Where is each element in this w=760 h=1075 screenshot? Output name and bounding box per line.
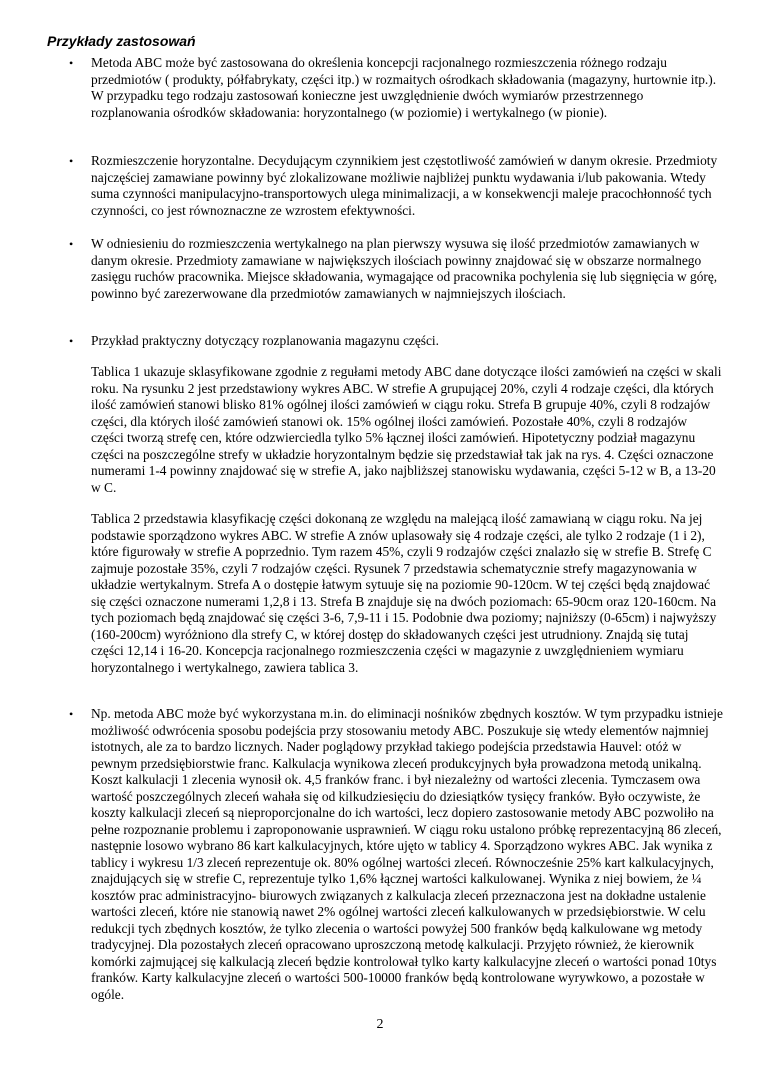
paragraph-vertical-layout: W odniesieniu do rozmieszczenia wertykalnego na plan pierwszy wysuwa się ilość przedmiotów zamawianych w danym okresie. Przedmioty zamawiane w największych ilościach powinny znajdować się w obszarze normalnego zasięgu ruchów pracownika. Miejsce składowania, wymagające od pracownika pochylenia się lub sięgnięcia w górę, powinno być zarezerwowane dla przedmiotów zamawianych w najmniejszych ilościach.: [91, 236, 718, 301]
paragraph-cost-elimination: Np. metoda ABC może być wykorzystana m.in. do eliminacji nośników zbędnych kosztów. W tym przypadku istnieje możliwość odwrócenia sposobu podejścia przy stosowaniu metody ABC. Poszukuje się wtedy elementów najmniej istotnych, ale za to bardzo licznych. Nader poglądowy przykład takiego podejścia przedstawia Hauvel: otóż w pewnym przedsiębiorstwie franc. Kalkulacja wynikowa zleceń produkcyjnych była prowadzona metodą unikalną. Koszt kalkulacji 1 zlecenia wynosił ok. 4,5 franków franc. i był niezależny od wartości zlecenia. Tymczasem owa wartość poszczególnych zleceń wahała się od kilkudziesięciu do dziesiątków tysięcy franków. Było oczywiste, że koszty kalkulacji zleceń są nieproporcjonalne do ich wartości, lecz dopiero zastosowanie metody ABC pozwoliło na pełne rozpoznanie problemu i zaproponowanie usprawnień. W ciągu roku ustalono próbkę reprezentacyjną 86 zleceń, następnie losowo wybrano 86 kart kalkulacyjnych, które ujęto w tablicy 4. Sporządzono wykres ABC. Jak wynika z tablicy i wykresu 1/3 zleceń reprezentuje ok. 80% ogólnej wartości zleceń. Równocześnie 25% kart kalkulacyjnych, znajdujących się w strefie C, reprezentuje tylko 1,6% łącznej wartości kalkulowanej. Wynika z niej bowiem, że ¼ kosztów prac administracyjno- biurowych związanych z kalkulacja zleceń przeznaczona jest na dokładne ustalenie wartości zleceń, które nie stanowią nawet 2% ogólnej wartości zleceń kalkulowanych w przedsiębiorstwie. W celu redukcji tych zbędnych kosztów, że tylko zlecenia o wartości powyżej 500 franków będą kalkulowane wg metody tradycyjnej. Dla pozostałych zleceń opracowano uproszczoną metodę kalkulacji. Przyjęto również, że kierownik komórki zajmującej się kalkulacją zleceń będzie kontrolował tylko karty kalkulacyjne zleceń o wartości ponad 10tys franków. Karty kalkulacyjne zleceń o wartości 500-10000 franków będą kontrolowane wyrywkowo, a pozostałe w ogóle.: [91, 706, 723, 1002]
paragraph-horizontal-layout: Rozmieszczenie horyzontalne. Decydującym czynnikiem jest częstotliwość zamówień w danym okresie. Przedmioty najczęściej zamawiane powinny być zlokalizowane możliwie najbliżej punktu wydawania i/lub pakowania. Wtedy suma czynności manipulacyjno-transportowych ulega minimalizacji, a w konsekwencji maleje pracochłonność tych czynności, co jest równoznaczne ze wzrostem efektywności.: [91, 153, 718, 218]
bullet-icon: •: [69, 237, 74, 251]
bullet-icon: •: [69, 707, 74, 721]
section-heading: Przykłady zastosowań: [47, 33, 196, 49]
paragraph-abc-storage: Metoda ABC może być zastosowana do określenia koncepcji racjonalnego rozmieszczenia różnego rodzaju przedmiotów ( produkty, półfabrykaty, części itp.) w rozmaitych ośrodkach składowania (magazyny, hurtownie itp.). W przypadku tego rodzaju zastosowań konieczne jest uwzględnienie dwóch wymiarów przestrzennego rozplanowania ośrodków składowania: horyzontalnego (w poziomie) i wertykalnego (w pionie).: [91, 55, 717, 120]
bullet-icon: •: [69, 56, 74, 70]
paragraph-table-1: Tablica 1 ukazuje sklasyfikowane zgodnie z regułami metody ABC dane dotyczące ilości zamówień na części w skali roku. Na rysunku 2 jest przedstawiony wykres ABC. W strefie A grupującej 20%, czyli 4 rodzaje części, dla których ilość zamówień stanowi blisko 81% ogólnej ilości zamówień w ciągu roku. Strefa B grupuje 40%, czyli 8 rodzajów części, dla których ilość zamówień stanowi ok. 15% ogólnej ilości zamówień. Pozostałe 40%, czyli 8 rodzajów części tworzą strefę cen, które odzwierciedla tylko 5% łącznej ilości zamówień. Hipotetyczny podział magazynu części na poszczególne strefy w układzie horyzontalnym będzie się przedstawiał tak jak na rys. 4. Części oznaczone numerami 1-4 powinny znajdować się w strefie A, jako najbliższej stanowisku wydawania, części 5-12 w B, a 13-20 w C.: [91, 364, 722, 495]
bullet-icon: •: [69, 334, 74, 348]
bullet-icon: •: [69, 154, 74, 168]
paragraph-practical-example: Przykład praktyczny dotyczący rozplanowania magazynu części.: [91, 333, 439, 348]
page-number: 2: [376, 1017, 384, 1032]
paragraph-table-2: Tablica 2 przedstawia klasyfikację części dokonaną ze względu na malejącą ilość zamawianą w ciągu roku. Na jej podstawie sporządzono wykres ABC. W strefie A znów uplasowały się 4 rodzaje części, ale tylko 2 rodzaje (1 i 2), które figurowały w strefie A poprzednio. Tym razem 45%, czyli 9 rodzajów części znalazło się w strefie B. Strefę C zajmuje pozostałe 35%, czyli 7 rodzajów części. Rysunek 7 przedstawia schematycznie strefy magazynowania w układzie wertykalnym. Strefa A o dostępie łatwym sytuuje się na poziomie 90-120cm. W tej części będą znajdować się części oznaczone numerami 1,2,8 i 13. Strefa B znajduje się na dwóch poziomach: 65-90cm oraz 120-160cm. Na tych poziomach będą znajdować się części 3-6, 7,9-11 i 15. Podobnie dwa poziomy; najniższy (0-65cm) i najwyższy (160-200cm) wyróżniono dla strefy C, w której dostęp do składowanych części jest utrudniony. Znajdą się tutaj części 12,14 i 16-20. Koncepcja racjonalnego rozmieszczenia części w magazynie z uwzględnieniem wymiaru horyzontalnego i wertykalnego, zawiera tablica 3.: [91, 511, 717, 675]
